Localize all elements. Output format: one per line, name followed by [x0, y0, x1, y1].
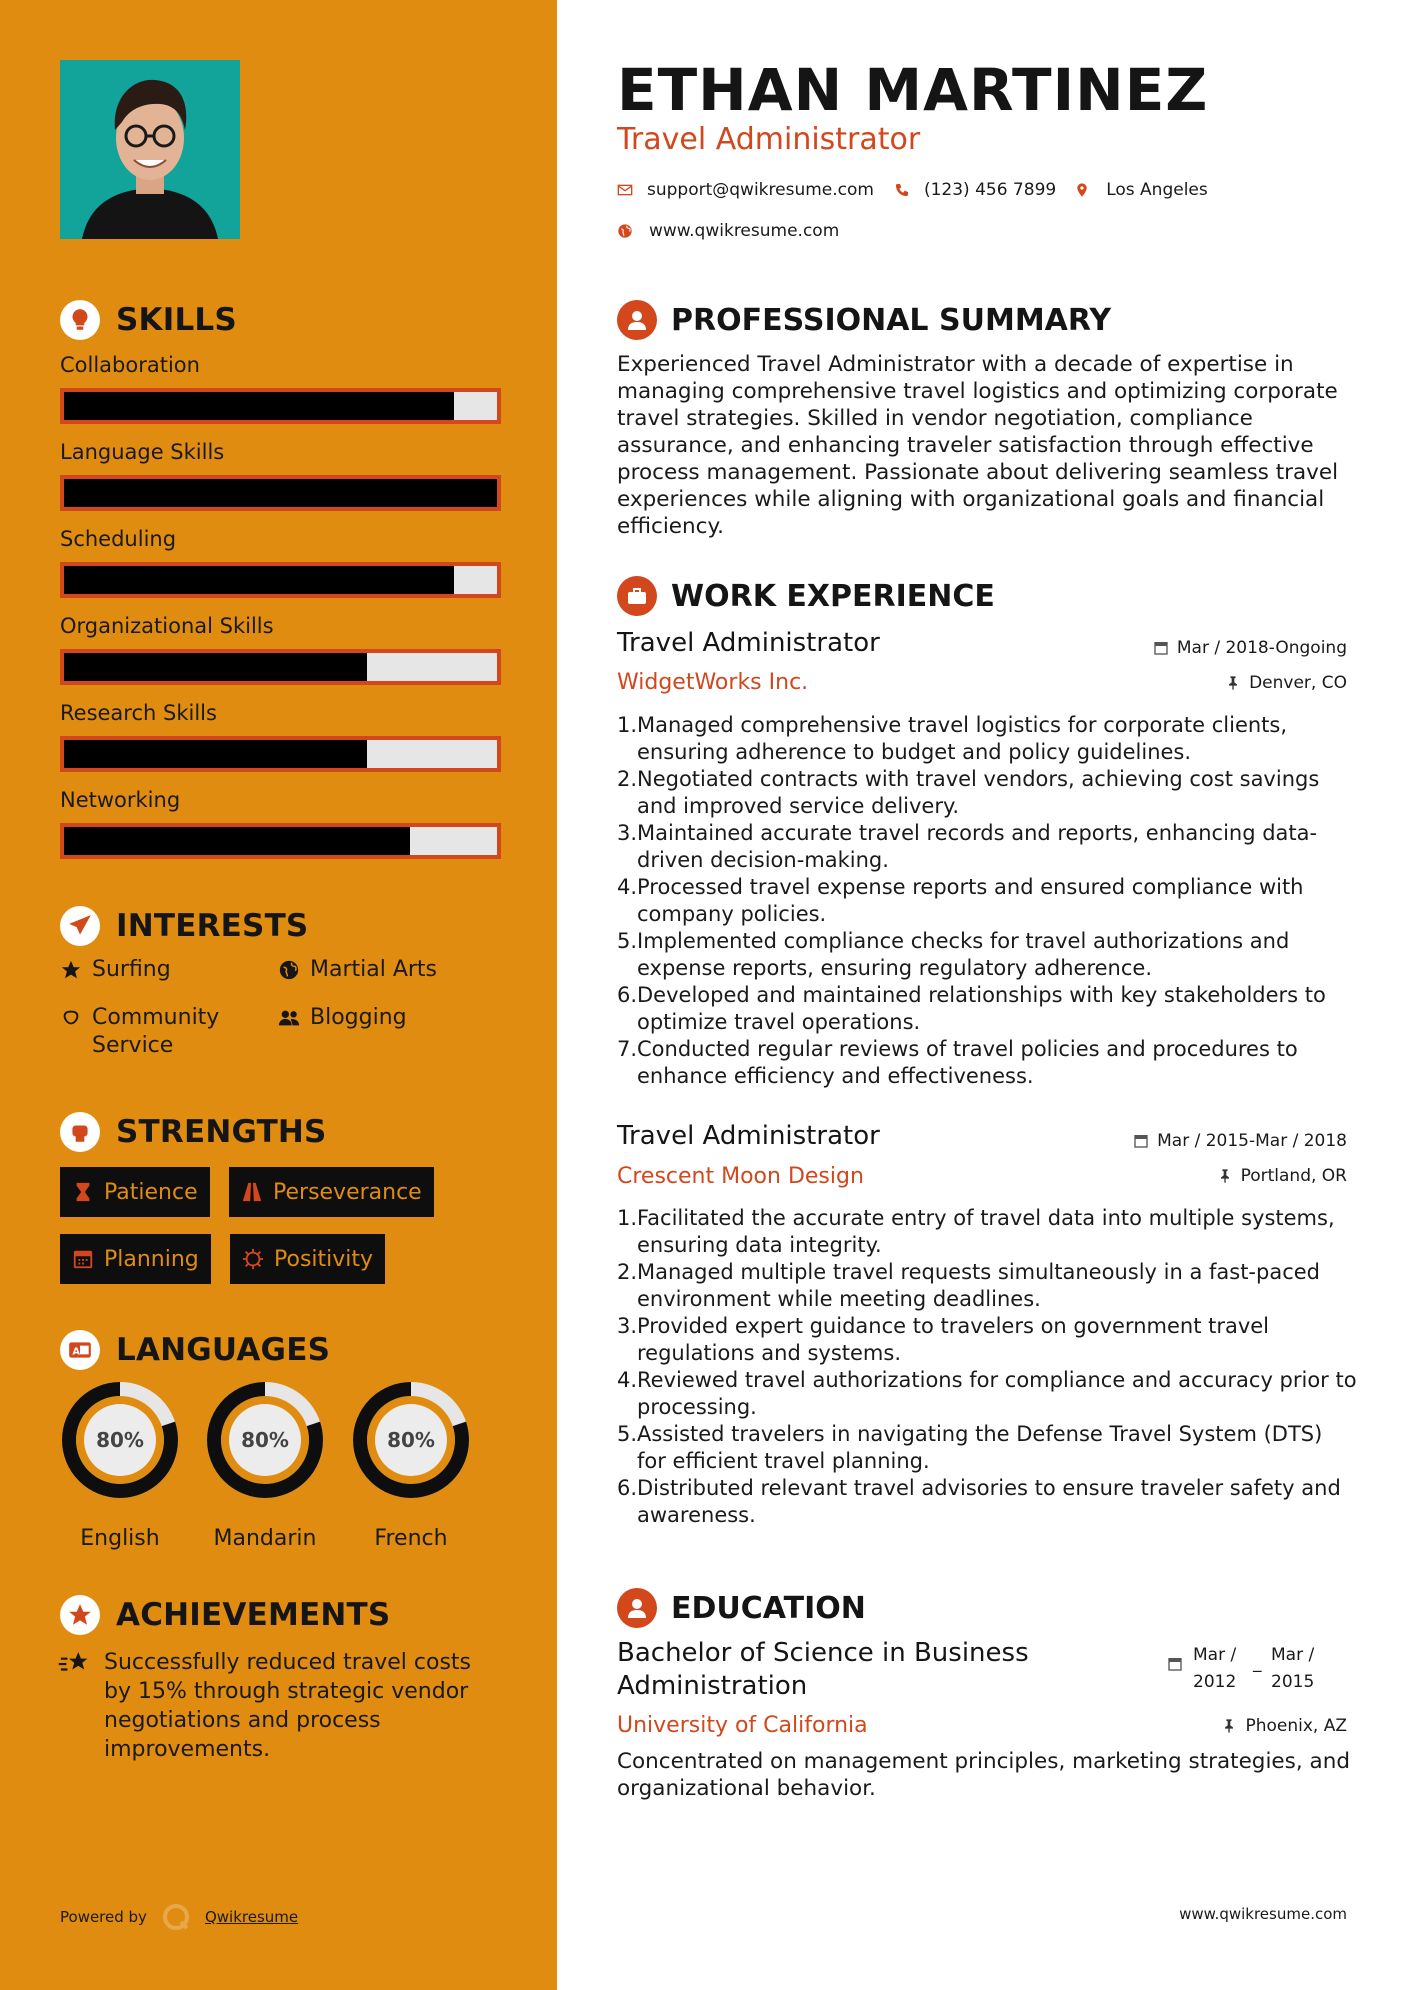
paper-plane-icon	[60, 906, 100, 946]
candidate-name: ETHAN MARTINEZ	[617, 56, 1209, 124]
job-bullet: 1. Facilitated the accurate entry of travel data into multiple systems, ensuring data integrity.	[617, 1206, 1335, 1257]
language-name: Mandarin	[213, 1526, 317, 1551]
calendar-icon	[72, 1248, 94, 1270]
footer-website[interactable]: www.qwikresume.com	[1179, 1905, 1347, 1923]
skill-label: Networking	[60, 788, 181, 812]
job-bullet: 6. Developed and maintained relationships with key stakeholders to optimize travel operations.	[617, 983, 1326, 1034]
skill-bar	[60, 823, 501, 859]
education-description: Concentrated on management principles, marketing strategies, and organizational behavior.	[617, 1749, 1350, 1801]
skills-heading: SKILLS	[60, 300, 237, 340]
achievement-item	[58, 1648, 498, 1764]
skill-bar	[60, 388, 501, 424]
skill-item	[60, 524, 501, 598]
job-bullet: 1. Managed comprehensive travel logistics for corporate clients, ensuring adherence to budget and policy guidelines.	[617, 713, 1288, 764]
qwikresume-link[interactable]: Qwikresume	[204, 1908, 299, 1926]
language-name: French	[374, 1526, 448, 1551]
skill-item	[60, 611, 501, 685]
education-dates: Mar / 2012 _ Mar / 2015	[1167, 1642, 1347, 1696]
sidebar	[0, 0, 557, 1990]
school-name: University of California	[617, 1713, 868, 1738]
users-icon	[278, 1007, 300, 1029]
language-percent: 80%	[96, 1428, 144, 1452]
svg-text:A: A	[72, 1346, 81, 1358]
powered-by-label: Powered by	[60, 1908, 147, 1926]
skill-bar-fill	[64, 740, 367, 768]
strength-tag-planning: Planning	[60, 1234, 211, 1284]
language-percent: 80%	[387, 1428, 435, 1452]
fist-icon	[60, 1112, 100, 1152]
language-ring	[60, 1380, 180, 1500]
globe-icon	[278, 959, 300, 981]
language-icon	[60, 1330, 100, 1370]
skill-bar-fill	[64, 392, 454, 420]
pushpin-icon	[1221, 1718, 1237, 1734]
contact-phone[interactable]: (123) 456 7899	[894, 180, 1056, 200]
language-ring	[351, 1380, 471, 1500]
job-title: Travel Administrator	[617, 628, 880, 658]
language-name: English	[80, 1526, 160, 1551]
skill-bar	[60, 649, 501, 685]
interest-item-blogging: Blogging	[278, 1004, 407, 1032]
skill-item	[60, 785, 501, 859]
summary-heading: PROFESSIONAL SUMMARY	[617, 300, 1111, 340]
language-ring	[205, 1380, 325, 1500]
job-bullets	[617, 1205, 1357, 1529]
job-bullets	[617, 712, 1357, 1090]
job-bullet: 4. Reviewed travel authorizations for compliance and accuracy prior to processing.	[617, 1368, 1357, 1419]
globe-icon	[617, 223, 633, 239]
map-pin-icon	[1074, 182, 1090, 198]
road-icon	[241, 1181, 263, 1203]
achievements-heading: ACHIEVEMENTS	[60, 1595, 390, 1635]
job-bullet: 3. Provided expert guidance to travelers on government travel regulations and systems.	[617, 1314, 1270, 1365]
languages-heading: A LANGUAGES	[60, 1330, 330, 1370]
graduate-icon	[617, 1588, 657, 1628]
degree-title: Bachelor of Science in Business Administration	[617, 1638, 1029, 1701]
language-percent: 80%	[241, 1428, 289, 1452]
job-bullet: 7. Conducted regular reviews of travel policies and procedures to enhance efficiency and effectiveness.	[617, 1037, 1298, 1088]
skill-bar-fill	[64, 653, 367, 681]
skill-bar	[60, 736, 501, 772]
interest-item-surfing: Surfing	[60, 956, 171, 984]
skill-label: Language Skills	[60, 440, 225, 464]
achievement-text: Successfully reduced travel costs by 15% through strategic vendor negotiations and process improvements.	[104, 1650, 471, 1762]
summary-text: Experienced Travel Administrator with a decade of expertise in managing comprehensive travel logistics and optimizing corporate travel strategies. Skilled in vendor negotiation, compliance assurance, and enhancing traveler satisfaction through effective process management. Passionate about delivering seamless travel experiences while aligning with organizational goals and financial efficiency.	[617, 352, 1339, 539]
strength-tag-perseverance: Perseverance	[229, 1167, 434, 1217]
interest-item-community-service: Community Service	[60, 1004, 260, 1060]
interests-heading: INTERESTS	[60, 906, 308, 946]
calendar-icon	[1153, 640, 1169, 656]
skill-label: Scheduling	[60, 527, 177, 551]
strength-tag-positivity: Positivity	[230, 1234, 385, 1284]
skill-bar	[60, 475, 501, 511]
user-icon	[617, 300, 657, 340]
powered-by	[60, 1902, 298, 1932]
job-dates: Mar / 2018-Ongoing	[1153, 638, 1347, 658]
education-location: Phoenix, AZ	[1221, 1716, 1347, 1736]
job-bullet: 2. Managed multiple travel requests simultaneously in a fast-paced environment while meeting deadlines.	[617, 1260, 1321, 1311]
envelope-icon	[617, 182, 633, 198]
experience-heading: WORK EXPERIENCE	[617, 576, 995, 616]
contact-row	[617, 180, 1208, 200]
job-title: Travel Administrator	[617, 1121, 880, 1151]
job-company: WidgetWorks Inc.	[617, 670, 809, 695]
contact-website[interactable]: www.qwikresume.com	[617, 221, 839, 241]
interest-item-martial-arts: Martial Arts	[278, 956, 437, 984]
education-heading: EDUCATION	[617, 1588, 866, 1628]
strength-tag-patience: Patience	[60, 1167, 210, 1217]
qwikresume-logo-icon	[161, 1902, 191, 1932]
job-location: Denver, CO	[1225, 673, 1347, 693]
job-bullet: 6. Distributed relevant travel advisories to ensure traveler safety and awareness.	[617, 1476, 1341, 1527]
stars-icon	[58, 1650, 92, 1676]
job-bullet: 2. Negotiated contracts with travel vendors, achieving cost savings and improved service delivery.	[617, 767, 1320, 818]
skill-label: Organizational Skills	[60, 614, 274, 638]
sun-icon	[242, 1248, 264, 1270]
phone-icon	[894, 182, 910, 198]
calendar-icon	[1167, 1656, 1183, 1672]
skill-item	[60, 698, 501, 772]
job-bullet: 4. Processed travel expense reports and ensured compliance with company policies.	[617, 875, 1304, 926]
profile-photo	[60, 60, 240, 239]
contact-location: Los Angeles	[1074, 180, 1208, 200]
hand-icon	[60, 1007, 82, 1029]
pushpin-icon	[1225, 675, 1241, 691]
language-item	[351, 1380, 471, 1551]
language-item	[205, 1380, 325, 1551]
skill-item	[60, 437, 501, 511]
hourglass-icon	[72, 1181, 94, 1203]
briefcase-icon	[617, 576, 657, 616]
pushpin-icon	[1217, 1168, 1233, 1184]
job-company: Crescent Moon Design	[617, 1164, 864, 1189]
job-bullet: 3. Maintained accurate travel records and reports, enhancing data-driven decision-making.	[617, 821, 1318, 872]
strengths-heading: STRENGTHS	[60, 1112, 327, 1152]
job-bullet: 5. Implemented compliance checks for travel authorizations and expense reports, ensuring regulatory adherence.	[617, 929, 1290, 980]
job-bullet: 5. Assisted travelers in navigating the Defense Travel System (DTS) for efficient travel planning.	[617, 1422, 1323, 1473]
calendar-icon	[1133, 1133, 1149, 1149]
lightbulb-icon	[60, 300, 100, 340]
skill-bar	[60, 562, 501, 598]
job-location: Portland, OR	[1217, 1166, 1347, 1186]
skill-bar-fill	[64, 479, 497, 507]
skill-bar-fill	[64, 827, 410, 855]
skill-item	[60, 350, 501, 424]
skill-label: Collaboration	[60, 353, 200, 377]
award-star-icon	[60, 1595, 100, 1635]
skill-bar-fill	[64, 566, 454, 594]
star-icon	[60, 959, 82, 981]
job-dates: Mar / 2015-Mar / 2018	[1133, 1131, 1347, 1151]
language-item	[60, 1380, 180, 1551]
main-content	[557, 0, 1407, 1990]
skill-label: Research Skills	[60, 701, 217, 725]
candidate-title: Travel Administrator	[617, 122, 921, 157]
contact-email[interactable]: support@qwikresume.com	[617, 180, 874, 200]
